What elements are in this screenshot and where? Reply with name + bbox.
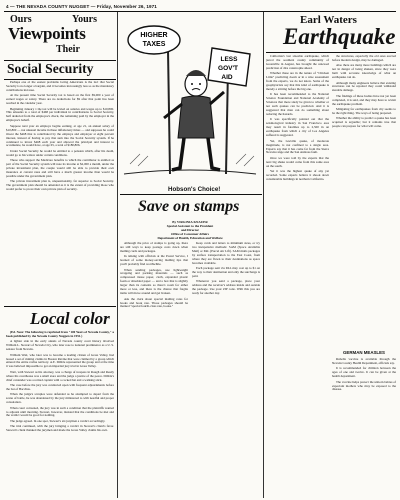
ss-rule — [4, 79, 116, 80]
eq-paragraph: The findings of these bodies have not yet been completed, it is said, and they may have to revisit the earthquake problem. — [332, 93, 396, 106]
eq-paragraph: the structures, especially the old ones erected before modern design, may be damaged. — [332, 55, 396, 62]
german-measles-heading: GERMAN MEASLES — [343, 350, 385, 355]
earthquake-body-right — [332, 55, 396, 345]
eq-paragraph: Mitigating for earthquakes from city seems to be the right thing. The ways of being prepared. — [332, 107, 396, 115]
editorial-cartoon — [120, 14, 260, 192]
eq-paragraph: It was specifically pointed out that the seismological industry in San Francisco area may result in fatalities up to 2,500 in an earthquake from which a city of Los Angeles suffered is suggested. — [266, 117, 329, 138]
eq-paragraph: Yet it was the highest quake of any yet recorded. Some experts believe it shook down considerable buildings in northern California. — [266, 169, 329, 181]
lc-paragraph: The judge agreed. In one spot, Stewart's six jurymen a verdict accordingly. — [10, 418, 106, 423]
eq-paragraph: Yet, the Greville quake, of moderate magnitude, is not confined to a single area. Experts say that it has come far from the Sierra Nevada range and the San Andreas fault. — [266, 138, 329, 155]
sign-right-2: GOV'T — [218, 65, 238, 72]
stamps-body-right — [192, 242, 260, 497]
lc-paragraph: Watt, with Stewart as his attorney, was a charge of trespass in Rough and Ready where his courthouse was a small store and the judge a justice of the peace. Dibble's chief contender was a retired captain with a cocked hat and a walking stick. — [6, 369, 114, 382]
earthquake-title: Earthquake — [283, 24, 396, 49]
header-ours: Ours — [10, 14, 32, 25]
columnist-name: Earl Waters — [300, 14, 357, 26]
local-color-rule — [4, 306, 116, 307]
lc-paragraph: William Watt, who later was to become a leading citizen of Grass Valley, had leased a set of mining claims in Boston Ravine that were claimed by a group which entered the entire ravine territory. A.E. Dibble represented the group and at the time it was believed impossible to get an impartial jury trial in Grass Valley. — [6, 352, 114, 369]
stamps-byline: By VIRGINIA KNAUER Special Assistant to the President and Director Office of Consumer Affairs Department of Health, Education and Welfare — [157, 220, 223, 240]
social-security-title: Social Security — [7, 61, 94, 76]
local-color-title: Local color — [30, 309, 110, 328]
eq-paragraph: Once we were told by the experts that the next big shake would come from this same area on the south. — [266, 155, 329, 168]
left-header — [6, 13, 114, 59]
lc-paragraph: When court convened, the jury was in such a condition that the plaintiffs wanted to adjourn until morning. Stewart, however, insisted that the conditions be met and the verdict would be good for nothing. — [6, 405, 114, 418]
social-security-body — [6, 81, 114, 307]
ss-paragraph: The private investment plan is, unquestionably, far superior to Social Security. The government plan should be amended as it is the extent of providing those who would prefer to prove their own private plan of security. — [6, 179, 114, 192]
gm-paragraph: It is recommended for children between the ages of one and twelve. It can be given at the health department. — [332, 366, 396, 379]
lc-paragraph: The case before the jury was conducted upon with frequent adjournments before the bar of Bacchus. — [6, 383, 114, 391]
gm-paragraph: The vaccine helps protect the unborn babies of expectant mothers who may be exposed to the disease. — [332, 379, 396, 392]
ss-paragraph: Under Social Security he would be entitled to a pension which, after his death, would go to his widow under certain conditions. — [6, 148, 114, 157]
ss-paragraph: Those who support the Medicare benefits to which the contributor is entitled as part of the Social Security system will note its income at $2,000 a month, under the private investment plan, the couple would still be able to provide their own insurance at current rates and still have a much greater income than would be possible under the government plan. — [6, 158, 114, 178]
stamps-paragraph: Although the price of stamps is going up, there are still ways to keep postage costs down when mailing cards and packages. — [120, 242, 188, 253]
sign-right-1: LESS — [220, 56, 238, 63]
stamps-paragraph: Ask the clerk about special mailing rates for books and book rate. Those packages should be marked "special fourth-class rate, books." — [120, 296, 188, 309]
stamps-body-left — [120, 242, 188, 497]
eq-paragraph: Also there are many more buildings which are not in danger of being shaken, since they were built with accurate knowledge of what an earthquake can do. — [332, 63, 396, 80]
cartoon-drawing — [120, 14, 260, 184]
stamps-paragraph: In talking with officials at the Postal Service, I learned of some money-saving mailing tips that you'll probably find worthwhile. — [120, 254, 188, 267]
stamps-paragraph: Keep cards and letters to minimum sizes, or try two inexpensive methods: SAM (Space Available Mail) or PAL (Parcel Air Lift). SAM mails packages by surface transportation to the East Coast, from where they are flown to their destinations as space becomes available. — [192, 242, 260, 265]
cartoon-caption: Hobson's Choice! — [168, 186, 221, 193]
eq-paragraph: It has been recommended to the National Science Foundation and National Academy of Sciences that more study be given to whether or not such quakes can be predicted. And it is suggested that man can do something about reducing the hazards. — [266, 92, 329, 117]
eq-paragraph: California's last sizeable earthquake, which jarred the southern county community of Greenville in August, has brought the renewed prediction of dire catastrophe ahead. — [266, 55, 329, 70]
column-separator — [117, 12, 118, 498]
cartoon-rule — [120, 194, 262, 195]
stamps-paragraph: Whenever you send a package, place your address and the receiver's address inside and outside the package. Use your ZIP code. With this you are ready for another day. — [192, 279, 260, 296]
ss-paragraph: At the present time Social Security tax is based on the first $9,000 a year of earned wages or salary. There are no deductions for $9 after that point has been reached in the calendar year. — [6, 93, 114, 106]
lc-paragraph: The trial continued, with the jury bringing a verdict in Stewart's client's favor. Stewart's client thanked the jurymen and made the Grass Valley claims his own. — [6, 424, 114, 433]
german-measles-body — [332, 358, 396, 497]
ss-paragraph: Suppose next year an employe begins earning, at age 21, an annual salary of $10,800 — not unusual income in these inflationary times — and supposes he could invest the $468 that is contributed by the employe and employer at eight percent interest, instead of having to pay that sum into the Social Security system. If he continued to invest $468 each year and allowed the principal and interest to accumulate, he would have, at age 65, a total of $180,806. — [6, 123, 114, 148]
local-color-intro: (Ed. Note: The following is reprinted from "100 Years of Nevada County," a book published by the Nevada County Nuggets in 1951.) — [6, 331, 114, 338]
eq-paragraph: Whether these are in the nature of "Chicken Little" predicting doom or in a wise assessment from the experts, we do not know. Some of the geophysicists say that this kind of earthquake is merely a stirring before the big one. — [266, 71, 329, 92]
folio-line: 4 — THE NEVADA COUNTY NUGGET — Friday, November 26, 1971 — [6, 4, 157, 9]
stamps-title: Save on stamps — [138, 198, 240, 215]
earthquake-rule — [266, 52, 396, 53]
header-their: Their — [56, 44, 80, 55]
column-separator-right — [263, 12, 264, 498]
local-color-body — [6, 331, 114, 497]
ss-paragraph: Beginning January 1 the tax will be levied on salaries and wages up to $10,800. This amounts to a total of $468 per individual in contributions to Social Security, half deducted from the employee's check, the remaining paid by the employer in the employee's behalf. — [6, 106, 114, 123]
lc-paragraph: A lighter side in the early annals of Nevada county court history involved William L. Stewart of Nevada City, who later rose to national prominence as a U. S. senator from Nevada. — [6, 339, 114, 352]
lc-paragraph: When the judge's scruples were defended as he attempted to depart from the scene of battle, he was abandoned by the jury ministered to with needful and proper consolation. — [6, 392, 114, 405]
gm-paragraph: Rubella vaccine is available through the Nevada County Health Department, officials say. — [332, 358, 396, 365]
eq-paragraph: Although many engineers believe that existing structures can be repaired they could withstand sizeable damage. — [332, 80, 396, 93]
ss-paragraph: Perhaps one of the easiest problems facing Americans is the fact that Social Security is no longer a bargain, and it becomes increasingly less so as the mandatory contributions increase. — [6, 81, 114, 92]
stamps-paragraph: Each package sent via PAL may cost up to $1 on the way to their destination and only the surcharge is paid. — [192, 266, 260, 279]
header-yours: Yours — [72, 14, 98, 25]
viewpoints-title: Viewpoints — [8, 24, 86, 43]
eq-paragraph: Whether the ability to predict a quake has been acquired is arguable; but it remains true that people can prepare for what will come. — [332, 116, 396, 129]
top-rule — [4, 11, 396, 12]
stamps-paragraph: When sending packages, use lightweight wrapping and packing materials — such as compressed tissue paper, cloth, expanded plastic foam or shredded paper — and a box that is slightly larger than its contents so there's room for either more or less, and there is the chance that fragile items will move around and get broken. — [120, 267, 188, 296]
earthquake-body-left — [266, 55, 329, 497]
sign-text-1: HIGHER — [140, 32, 168, 39]
sign-right-3: AID — [221, 74, 233, 81]
sign-text-2: TAXES — [142, 41, 166, 48]
